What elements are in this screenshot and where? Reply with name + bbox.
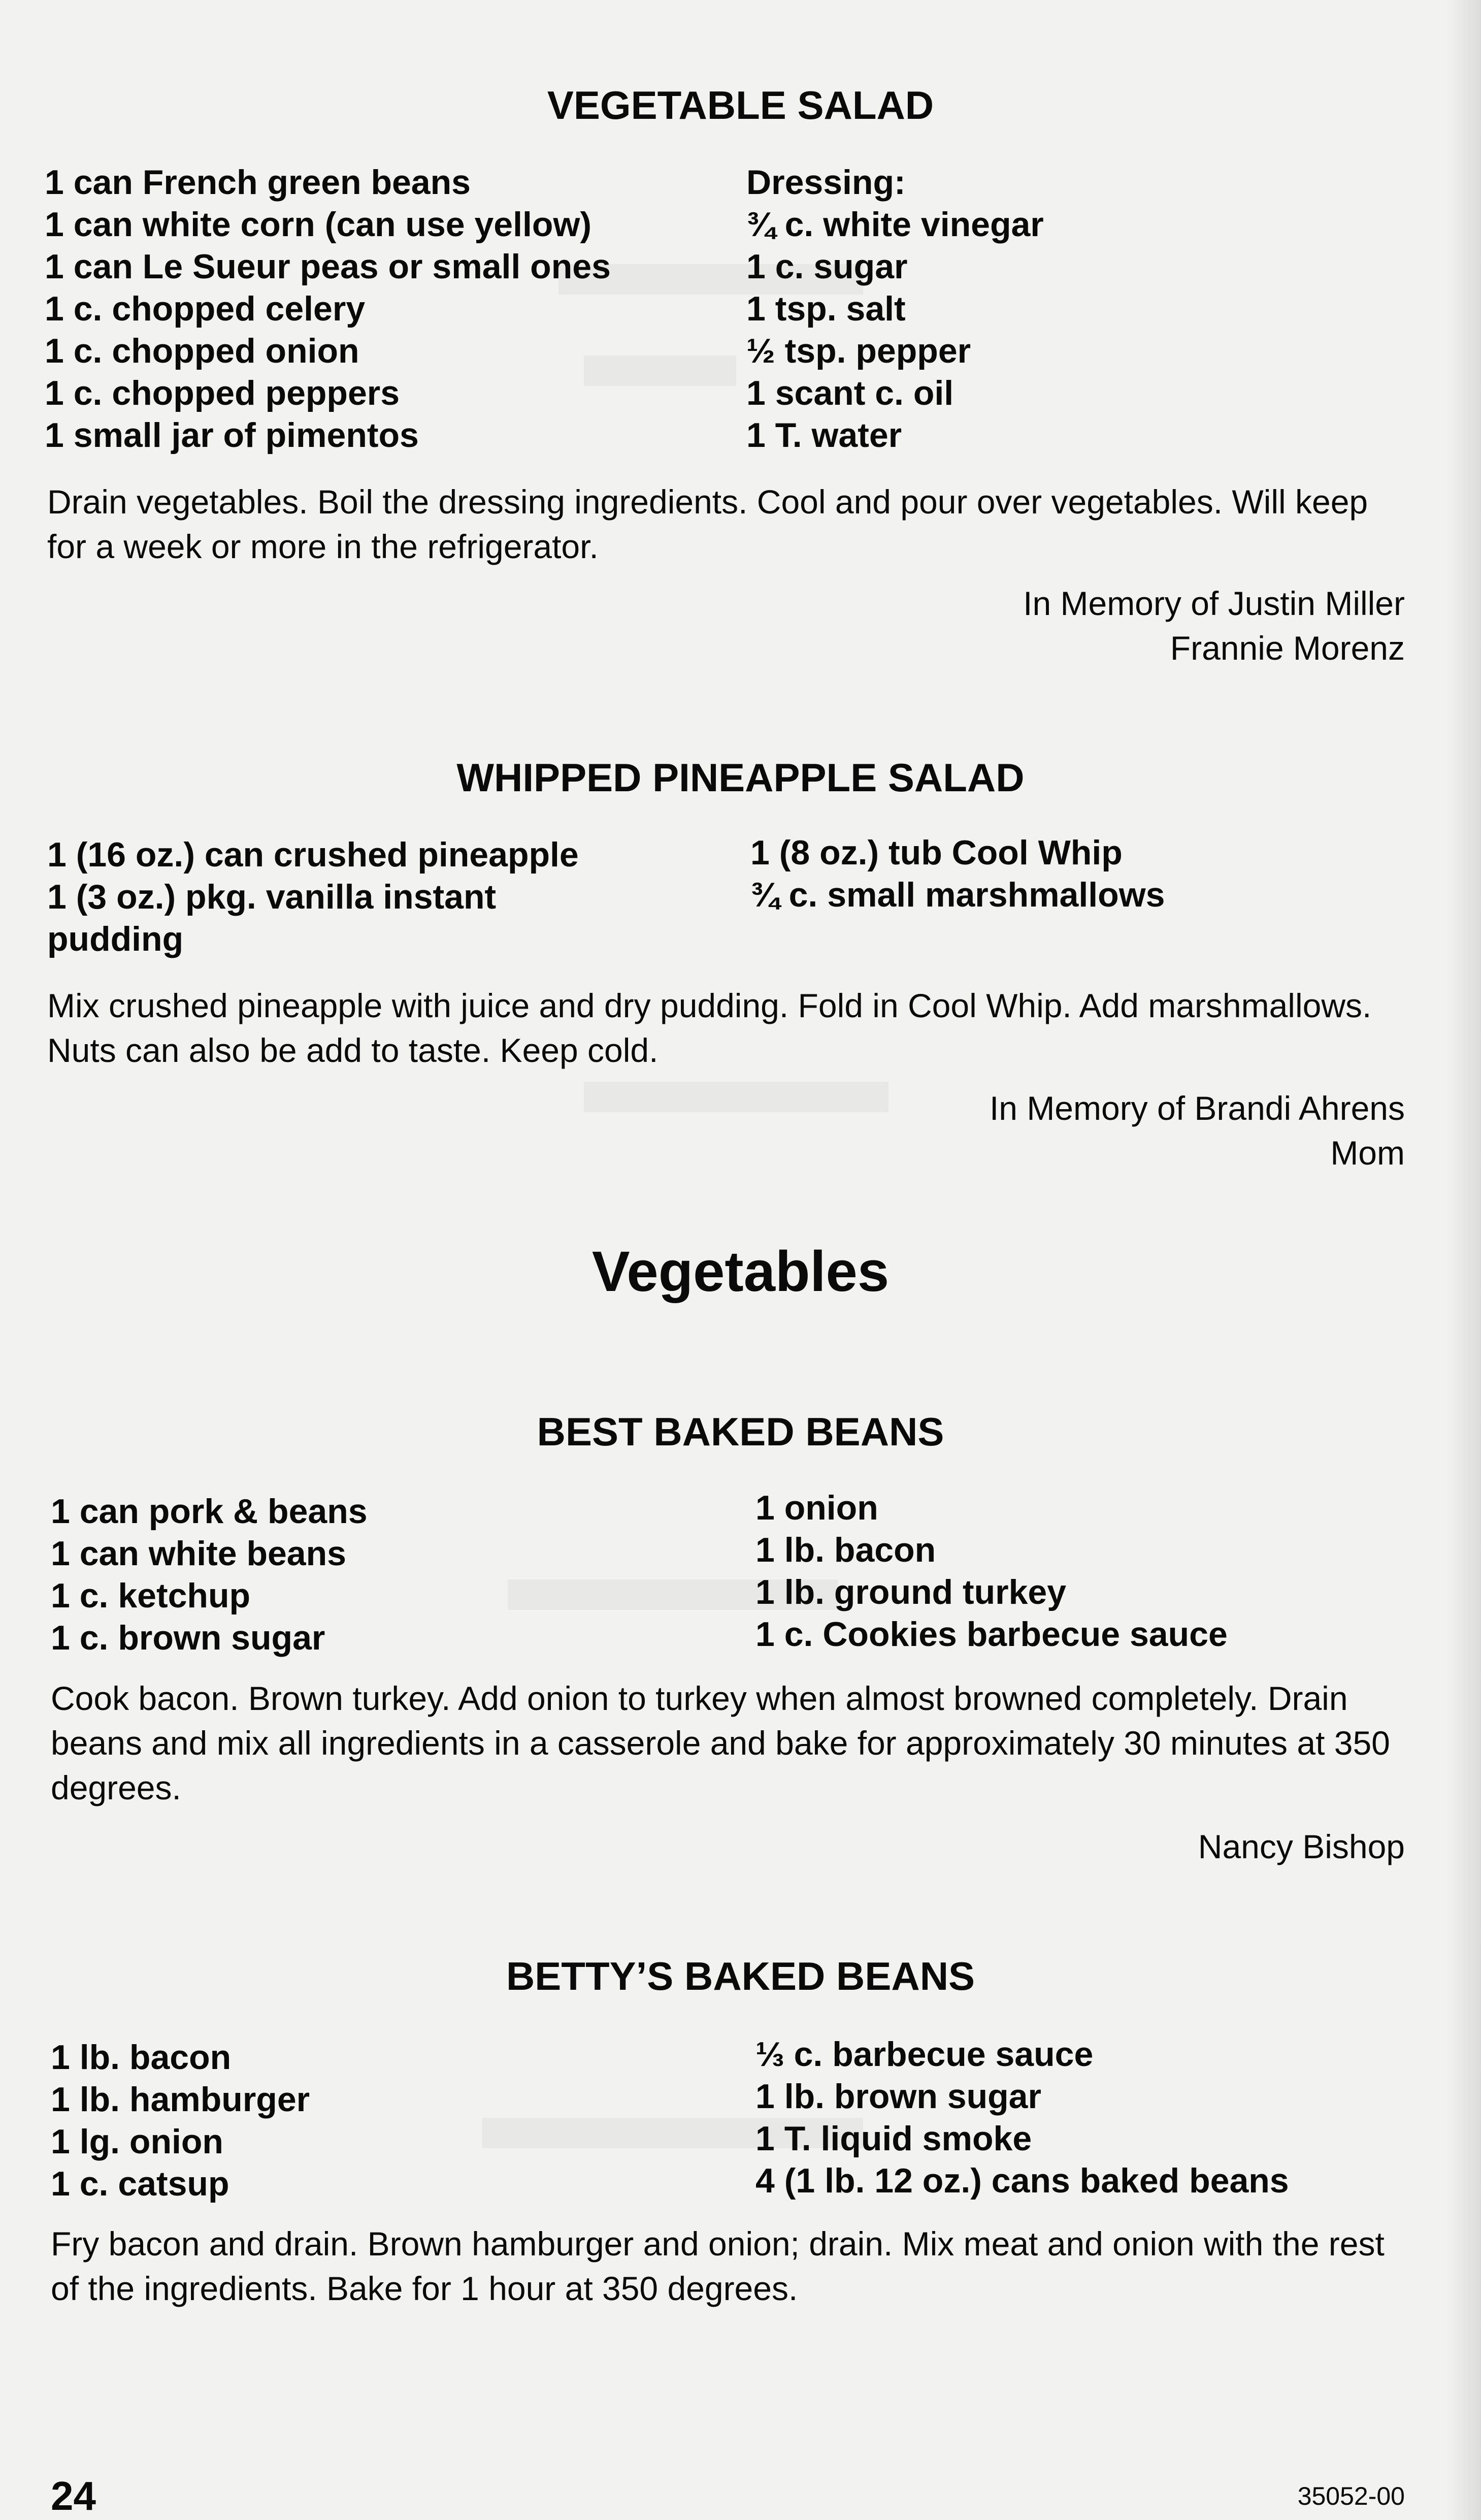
ingredient: 1 onion xyxy=(755,1489,878,1527)
ingredients-right xyxy=(755,1487,1228,1656)
ingredient: 1 T. liquid smoke xyxy=(755,2119,1032,2158)
ingredient: 1 c. ketchup xyxy=(51,1576,251,1615)
ingredient: 1 (8 oz.) tub Cool Whip xyxy=(750,833,1123,872)
dressing-heading: Dressing: xyxy=(746,163,906,202)
ingredient: 1 lb. hamburger xyxy=(51,2080,310,2119)
directions: Drain vegetables. Boil the dressing ingredients. Cool and pour over vegetables. Will keep for a week or more in the refrigerator. xyxy=(47,483,1368,565)
ingredient: 1 c. catsup xyxy=(51,2164,229,2203)
ingredient: 1 lb. ground turkey xyxy=(755,1573,1067,1611)
ingredient: 1 small jar of pimentos xyxy=(45,416,419,455)
ingredient: 1 c. chopped peppers xyxy=(45,374,400,412)
ingredient: 1 c. chopped onion xyxy=(45,332,359,370)
ingredient: 1 lb. bacon xyxy=(755,1531,936,1569)
ingredient: 1 can French green beans xyxy=(45,163,471,202)
ingredient: 1 (16 oz.) can crushed pineapple xyxy=(47,835,579,874)
ingredient: ¾ c. small marshmallows xyxy=(750,876,1165,914)
ingredient: ¾ c. white vinegar xyxy=(746,205,1044,244)
ingredient: ⅓ c. barbecue sauce xyxy=(755,2035,1094,2074)
ingredient: 1 lb. brown sugar xyxy=(755,2077,1041,2116)
ingredient: ½ tsp. pepper xyxy=(746,332,971,370)
recipe-title: VEGETABLE SALAD xyxy=(547,83,934,127)
ingredients-left xyxy=(45,161,611,457)
ingredient: 1 c. brown sugar xyxy=(51,1619,325,1657)
ingredient: 1 can white corn (can use yellow) xyxy=(45,205,591,244)
ingredient: 1 scant c. oil xyxy=(746,374,954,412)
recipe-title: BETTY’S BAKED BEANS xyxy=(506,1954,975,1998)
page-number: 24 xyxy=(51,2473,96,2518)
directions: Mix crushed pineapple with juice and dry pudding. Fold in Cool Whip. Add marshmallows. Nuts can also be add to taste. Keep cold. xyxy=(47,987,1372,1069)
ingredient: 1 (3 oz.) pkg. vanilla instant pudding xyxy=(47,878,497,958)
attribution xyxy=(1198,1824,1405,1869)
category-heading: Vegetables xyxy=(591,1240,890,1303)
ingredient: 1 tsp. salt xyxy=(746,289,906,328)
ingredients-left xyxy=(51,1491,368,1659)
ingredients-right xyxy=(750,832,1165,916)
ingredient: 1 lb. bacon xyxy=(51,2038,232,2077)
attribution-line: In Memory of Justin Miller xyxy=(1023,585,1405,622)
ingredient: 1 T. water xyxy=(746,416,902,455)
ingredients-right xyxy=(755,2033,1289,2202)
ingredient: 1 can pork & beans xyxy=(51,1492,368,1531)
attribution-line: Nancy Bishop xyxy=(1198,1828,1405,1865)
ingredient: 1 c. Cookies barbecue sauce xyxy=(755,1615,1228,1654)
ingredient: 1 c. sugar xyxy=(746,247,908,286)
ingredient: 1 c. chopped celery xyxy=(45,289,366,328)
attribution-line: Frannie Morenz xyxy=(1170,629,1405,667)
attribution-line: Mom xyxy=(1330,1134,1405,1172)
ingredients-right xyxy=(746,161,1044,457)
ingredients-left xyxy=(47,834,707,960)
ingredient: 1 can white beans xyxy=(51,1534,346,1573)
attribution-line: In Memory of Brandi Ahrens xyxy=(989,1089,1405,1127)
directions: Fry bacon and drain. Brown hamburger and onion; drain. Mix meat and onion with the rest of the ingredients. Bake for 1 hour at 350 degrees. xyxy=(51,2225,1385,2307)
recipe-title: WHIPPED PINEAPPLE SALAD xyxy=(456,755,1025,800)
attribution xyxy=(1023,581,1405,670)
attribution xyxy=(990,1086,1405,1175)
ingredient: 1 lg. onion xyxy=(51,2122,223,2161)
print-code: 35052-00 xyxy=(1297,2482,1405,2510)
ingredient: 4 (1 lb. 12 oz.) cans baked beans xyxy=(755,2161,1289,2200)
ingredient: 1 can Le Sueur peas or small ones xyxy=(45,247,611,286)
ingredients-left xyxy=(51,2037,310,2205)
directions: Cook bacon. Brown turkey. Add onion to turkey when almost browned completely. Drain beans and mix all ingredients in a casserole and bake for approximately 30 minutes at 350 degrees. xyxy=(51,1679,1390,1806)
recipe-title: BEST BAKED BEANS xyxy=(537,1409,944,1454)
